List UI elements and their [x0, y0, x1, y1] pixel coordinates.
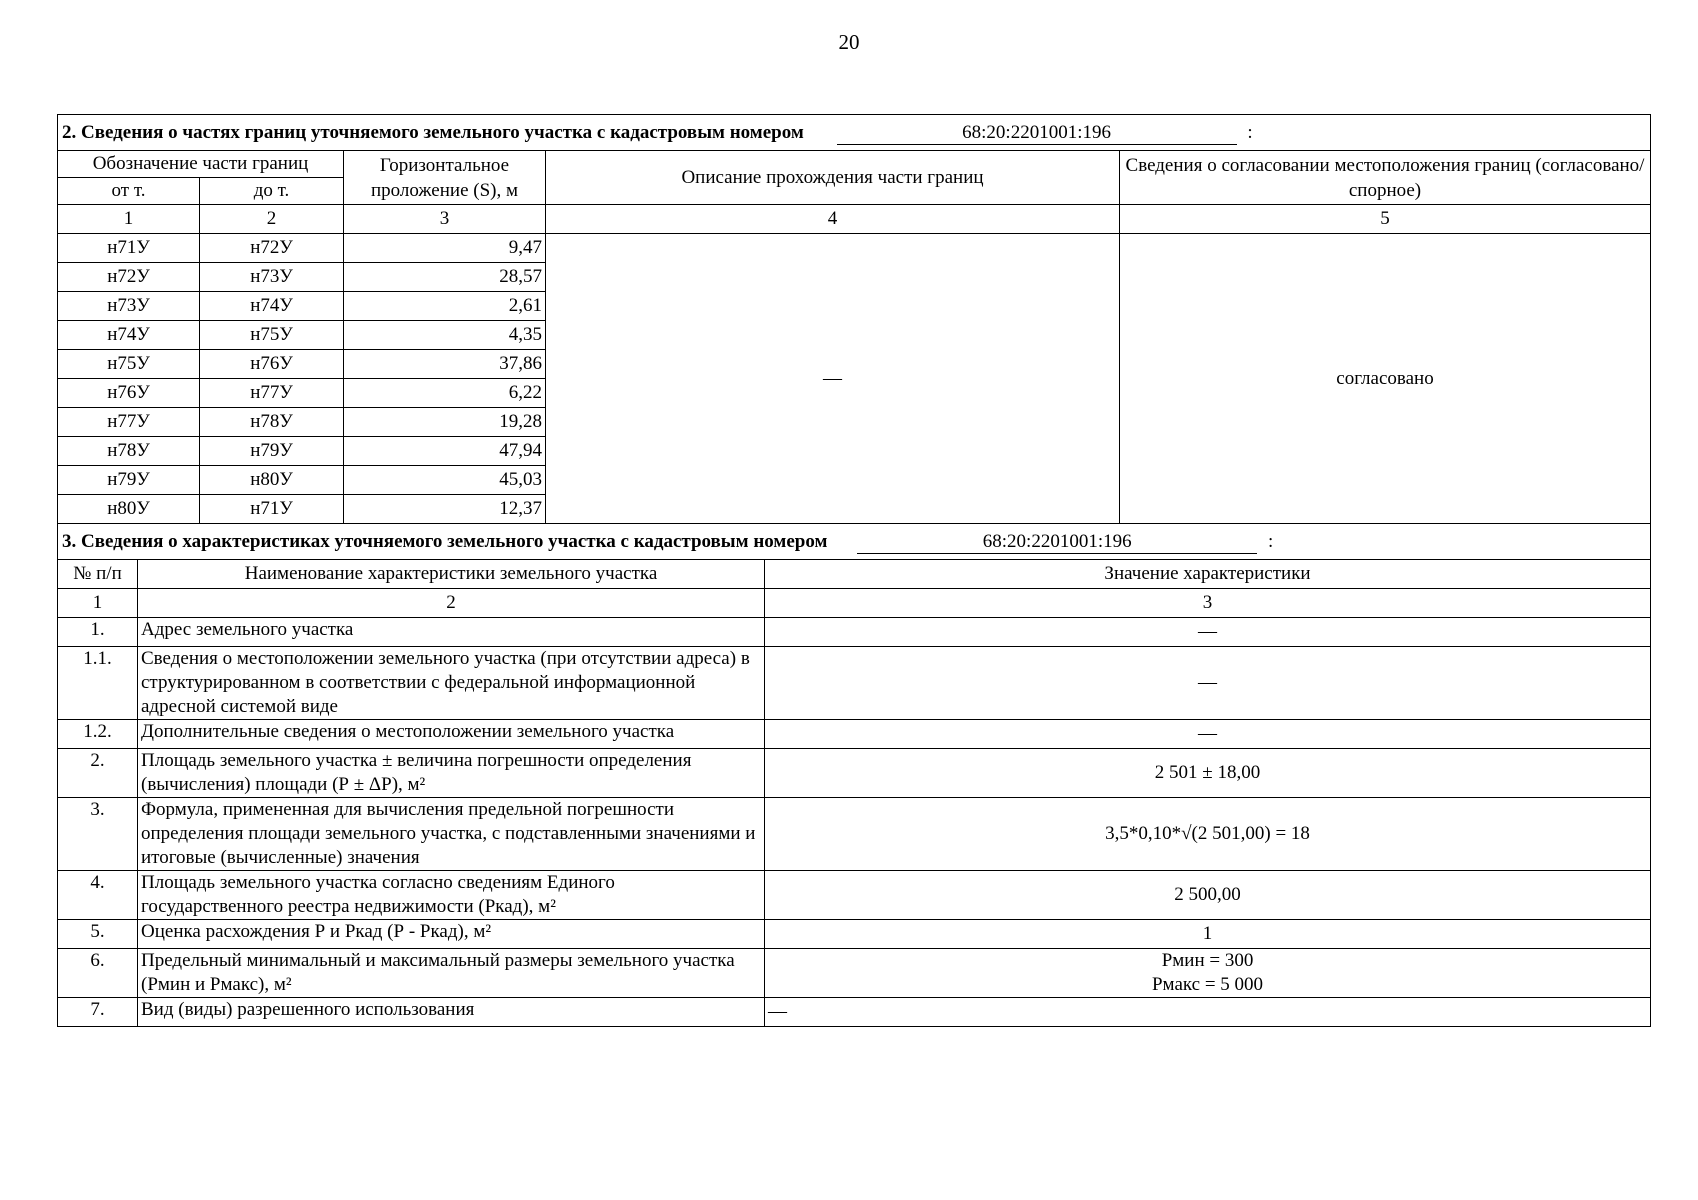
col-number-5: 5	[1120, 205, 1651, 234]
table-row	[58, 870, 1651, 919]
page-number: 20	[838, 30, 860, 54]
characteristics-table	[57, 523, 1651, 1027]
col-number-2: 2	[200, 205, 344, 234]
horizontal-distance: 45,03	[344, 466, 546, 495]
characteristic-value: —	[765, 646, 1651, 719]
characteristic-value: 2 500,00	[765, 870, 1651, 919]
horizontal-header: Горизонтальное проложение (S), м	[344, 151, 546, 205]
designation-header: Обозначение части границ	[58, 151, 344, 178]
name-header: Наименование характеристики земельного участка	[138, 559, 765, 588]
col-number-1: 1	[58, 588, 138, 617]
characteristic-value: 1	[765, 919, 1651, 948]
col-number-3: 3	[765, 588, 1651, 617]
value-header: Значение характеристики	[765, 559, 1651, 588]
agreement-header: Сведения о согласовании местоположения границ (согласовано/спорное)	[1120, 151, 1651, 205]
description-header: Описание прохождения части границ	[546, 151, 1120, 205]
point-to: н78У	[200, 408, 344, 437]
section2-colon: :	[1247, 122, 1253, 143]
horizontal-distance: 19,28	[344, 408, 546, 437]
horizontal-distance: 2,61	[344, 292, 546, 321]
col-number-3: 3	[344, 205, 546, 234]
table-row	[58, 748, 1651, 797]
row-number: 1.2.	[58, 719, 138, 748]
point-to: н75У	[200, 321, 344, 350]
characteristic-value: —	[765, 719, 1651, 748]
point-from: н74У	[58, 321, 200, 350]
characteristic-name: Оценка расхождения Р и Ркад (Р - Ркад), м²	[138, 919, 765, 948]
boundary-parts-table	[57, 114, 1651, 524]
point-to: н79У	[200, 437, 344, 466]
section2-cadastral-number: 68:20:2201001:196	[837, 122, 1237, 145]
row-number: 4.	[58, 870, 138, 919]
characteristic-name: Площадь земельного участка согласно сведениям Единого государственного реестра недвижимости (Ркад), м²	[138, 870, 765, 919]
section3-colon: :	[1267, 530, 1274, 552]
agreement-value: согласовано	[1120, 234, 1651, 524]
point-from: н73У	[58, 292, 200, 321]
max-area-value: Рмакс = 5 000	[1151, 973, 1264, 995]
horizontal-distance: 6,22	[344, 379, 546, 408]
document-body	[57, 114, 1650, 1027]
characteristic-name: Дополнительные сведения о местоположении земельного участка	[138, 719, 765, 748]
characteristic-value: 2 501 ± 18,00	[765, 748, 1651, 797]
point-to: н80У	[200, 466, 344, 495]
point-from: н77У	[58, 408, 200, 437]
section3-title: 3. Сведения о характеристиках уточняемого земельного участка с кадастровым номером	[62, 530, 828, 552]
horizontal-distance: 4,35	[344, 321, 546, 350]
characteristic-value: —	[765, 617, 1651, 646]
row-number: 3.	[58, 797, 138, 870]
characteristic-name: Вид (виды) разрешенного использования	[138, 997, 765, 1026]
section2-title: 2. Сведения о частях границ уточняемого земельного участка с кадастровым номером	[62, 122, 804, 143]
horizontal-distance: 47,94	[344, 437, 546, 466]
to-header: до т.	[200, 178, 344, 205]
table-row	[58, 797, 1651, 870]
point-from: н72У	[58, 263, 200, 292]
point-to: н77У	[200, 379, 344, 408]
horizontal-distance: 37,86	[344, 350, 546, 379]
table-row	[58, 997, 1651, 1026]
num-header: № п/п	[58, 559, 138, 588]
point-to: н71У	[200, 495, 344, 524]
point-to: н74У	[200, 292, 344, 321]
characteristic-name: Площадь земельного участка ± величина погрешности определения (вычисления) площади (Р ± ΔР), м²	[138, 748, 765, 797]
col-number-1: 1	[58, 205, 200, 234]
point-to: н73У	[200, 263, 344, 292]
horizontal-distance: 28,57	[344, 263, 546, 292]
point-from: н76У	[58, 379, 200, 408]
characteristic-name: Формула, примененная для вычисления предельной погрешности определения площади земельного участка, с подставленными значениями и итоговые (вычисленные) значения	[138, 797, 765, 870]
horizontal-distance: 9,47	[344, 234, 546, 263]
characteristic-name: Сведения о местоположении земельного участка (при отсутствии адреса) в структурированном в соответствии с федеральной информационной адресной системой виде	[138, 646, 765, 719]
characteristic-value: —	[765, 997, 1651, 1026]
characteristic-value	[765, 948, 1651, 997]
section3-header	[58, 523, 1651, 559]
table-row	[58, 919, 1651, 948]
characteristic-value: 3,5*0,10*√(2 501,00) = 18	[765, 797, 1651, 870]
horizontal-distance: 12,37	[344, 495, 546, 524]
min-area-value: Рмин = 300	[1161, 949, 1254, 971]
row-number: 7.	[58, 997, 138, 1026]
from-header: от т.	[58, 178, 200, 205]
col-number-2: 2	[138, 588, 765, 617]
table-row	[58, 234, 1651, 263]
point-from: н79У	[58, 466, 200, 495]
row-number: 5.	[58, 919, 138, 948]
table-row	[58, 719, 1651, 748]
characteristic-name: Предельный минимальный и максимальный размеры земельного участка (Рмин и Рмакс), м²	[138, 948, 765, 997]
col-number-4: 4	[546, 205, 1120, 234]
section3-cadastral-number: 68:20:2201001:196	[857, 531, 1257, 554]
row-number: 2.	[58, 748, 138, 797]
point-to: н72У	[200, 234, 344, 263]
point-to: н76У	[200, 350, 344, 379]
characteristic-name: Адрес земельного участка	[138, 617, 765, 646]
point-from: н71У	[58, 234, 200, 263]
point-from: н75У	[58, 350, 200, 379]
row-number: 6.	[58, 948, 138, 997]
row-number: 1.1.	[58, 646, 138, 719]
row-number: 1.	[58, 617, 138, 646]
section2-header	[58, 115, 1651, 151]
table-row	[58, 646, 1651, 719]
point-from: н78У	[58, 437, 200, 466]
point-from: н80У	[58, 495, 200, 524]
table-row	[58, 617, 1651, 646]
description-value: —	[546, 234, 1120, 524]
table-row	[58, 948, 1651, 997]
